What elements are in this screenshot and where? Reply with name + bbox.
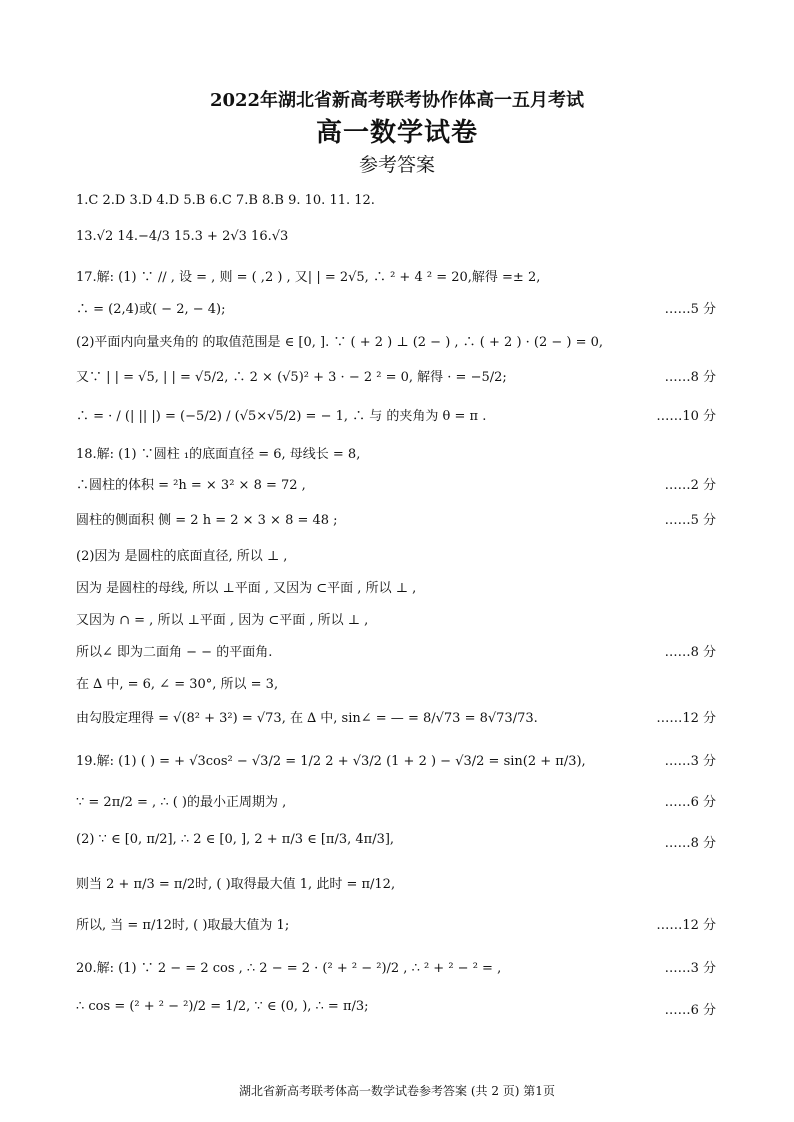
answer-line: ∴圆柱的体积 = ²h = × 3² × 8 = 72 , (76, 478, 306, 493)
answer-line: ∴ = · / (| || |) = (−5/2) / (√5×√5/2) = − 1, ∴ 与 的夹角为 θ = π . (76, 409, 487, 424)
score-mark: ……2 分 (664, 478, 716, 493)
score-mark: ……3 分 (664, 961, 716, 976)
answer-line: 20.解: (1) ∵ 2 − = 2 cos , ∴ 2 − = 2 · (² + ² − ²)/2 , ∴ ² + ² − ² = , (76, 961, 502, 976)
answer-line: 所以, 当 = π/12时, ( )取最大值为 1; (76, 918, 290, 933)
score-mark: ……8 分 (664, 645, 716, 660)
score-mark: ……5 分 (664, 302, 716, 317)
page-footer: 湖北省新高考联考体高一数学试卷参考答案 (共 2 页) 第1页 (239, 1084, 555, 1098)
answer-line: 又∵ | | = √5, | | = √5/2, ∴ 2 × (√5)² + 3 · − 2 ² = 0, 解得 · = −5/2; (76, 370, 507, 385)
answer-line: (2)平面内向量夹角的 的取值范围是 ∈ [0, ]. ∵ ( + 2 ) ⊥ (2 − ) , ∴ ( + 2 ) · (2 − ) = 0, (76, 335, 604, 350)
answer-line: ∴ = (2,4)或( − 2, − 4); (76, 302, 226, 317)
answer-line: 圆柱的侧面积 侧 = 2 h = 2 × 3 × 8 = 48 ; (76, 513, 338, 528)
answer-line: 19.解: (1) ( ) = + √3cos² − √3/2 = 1/2 2 + √3/2 (1 + 2 ) − √3/2 = sin(2 + π/3), (76, 754, 586, 769)
score-mark: ……12 分 (656, 711, 716, 726)
answer-line: 13.√2 14.−4/3 15.3 + 2√3 16.√3 (76, 229, 289, 244)
answer-key-subtitle: 参考答案 (358, 154, 435, 176)
answer-line: 因为 是圆柱的母线, 所以 ⊥平面 , 又因为 ⊂平面 , 所以 ⊥ , (76, 581, 417, 596)
answer-line: 所以∠ 即为二面角 − − 的平面角. (76, 645, 273, 660)
answer-line: 在 ∆ 中, = 6, ∠ = 30°, 所以 = 3, (76, 677, 279, 692)
answer-line: 又因为 ∩ = , 所以 ⊥平面 , 因为 ⊂平面 , 所以 ⊥ , (76, 613, 369, 628)
answer-line: 由勾股定理得 = √(8² + 3²) = √73, 在 ∆ 中, sin∠ = — = 8/√73 = 8√73/73. (76, 711, 538, 726)
answer-line: 17.解: (1) ∵ // , 设 = , 则 = ( ,2 ) , 又| | = 2√5, ∴ ² + 4 ² = 20,解得 =± 2, (76, 270, 541, 285)
score-mark: ……6 分 (664, 795, 716, 810)
score-mark: ……10 分 (656, 409, 716, 424)
score-mark: ……5 分 (664, 513, 716, 528)
score-mark: ……8 分 (664, 836, 716, 851)
subject-title: 高一数学试卷 (315, 118, 478, 148)
answer-line: 则当 2 + π/3 = π/2时, ( )取得最大值 1, 此时 = π/12, (76, 877, 396, 892)
exam-title: 2022年湖北省新高考联考协作体高一五月考试 (209, 90, 585, 111)
score-mark: ……6 分 (664, 1003, 716, 1018)
answer-line: (2)因为 是圆柱的底面直径, 所以 ⊥ , (76, 549, 288, 564)
answer-line: ∵ = 2π/2 = , ∴ ( )的最小正周期为 , (76, 795, 287, 810)
answer-line: (2) ∵ ∈ [0, π/2], ∴ 2 ∈ [0, ], 2 + π/3 ∈ [π/3, 4π/3], (76, 832, 395, 847)
answer-line: ∴ cos = (² + ² − ²)/2 = 1/2, ∵ ∈ (0, ), ∴ = π/3; (76, 999, 369, 1014)
score-mark: ……12 分 (656, 918, 716, 933)
score-mark: ……8 分 (664, 370, 716, 385)
answer-line: 1.C 2.D 3.D 4.D 5.B 6.C 7.B 8.B 9. 10. 11. 12. (76, 193, 375, 208)
answer-line: 18.解: (1) ∵圆柱 ₁的底面直径 = 6, 母线长 = 8, (76, 447, 361, 462)
score-mark: ……3 分 (664, 754, 716, 769)
